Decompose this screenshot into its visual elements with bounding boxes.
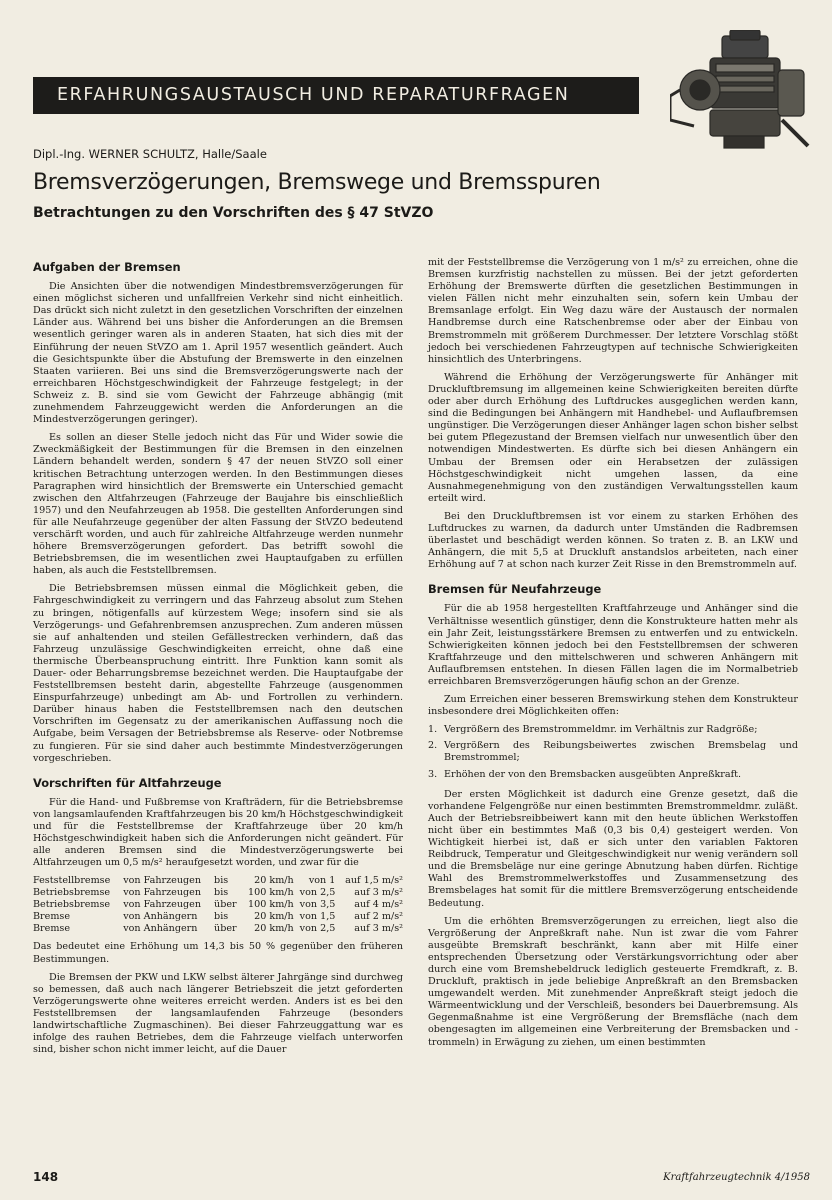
paragraph: Bei den Druckluftbremsen ist vor einem zu starken Erhöhen des Luftdruckes zu warnen, da dadurch unter Umständen die Radbremsen überlastet und beschädigt werden können. So traten z. B. an LKW und Anhängern, die mit 5,5 at Druckluft anstandslos arbeiteten, nach einer Erhöhung auf 7 at schon nach kurzer Zeit Risse in den Bremstrommeln auf. (428, 510, 798, 571)
table-cell: bis (214, 887, 229, 899)
article-title: Bremsverzögerungen, Bremswege und Bremsspuren (33, 170, 601, 195)
table-cell: bis (214, 911, 229, 923)
table-cell: auf 4 m/s² (354, 899, 403, 911)
paragraph: mit der Feststellbremse die Verzögerung von 1 m/s² zu erreichen, ohne die Bremsen kurzfristig nachstellen zu müssen. Bei der jetzt geforderten Erhöhung der Bremswerte dürften die gesetzlichen Bestimmungen in vielen Fällen nicht mehr einzuhalten sein, sofern kein Umbau der Bremsanlage erfolgt. Ein Weg dazu wäre der Austausch der normalen Handbremse durch eine Ratschenbremse oder aber der Einbau von Bremstrommeln mit größerem Durchmesser. Der letztere Vorschlag stößt jedoch bei verschiedenen Fahrzeugtypen auf technische Schwierigkeiten hinsichtlich des Unterbringens. (428, 257, 798, 365)
table-cell: von Fahrzeugen (123, 887, 202, 899)
table-cell: von Fahrzeugen (123, 899, 202, 911)
page-number: 148 (33, 1170, 59, 1184)
table-row (33, 899, 403, 911)
paragraph: Das bedeutet eine Erhöhung um 14,3 bis 50 % gegenüber den früheren Bestimmungen. (33, 941, 403, 965)
table-cell: 20 km/h (254, 875, 294, 887)
table-cell: 20 km/h (254, 911, 294, 923)
paragraph: Es sollen an dieser Stelle jedoch nicht das Für und Wider sowie die Zweckmäßigkeit der Bestimmungen für die Bremsen in den einzelnen Ländern behandelt werden, sondern § 47 der neuen StVZO soll einer kritischen Betrachtung unterzogen werden. In den Bestimmungen dieses Paragraphen wird hinsichtlich der Bremswerte ein Unterschied gemacht zwischen den Altfahrzeugen (Fahrzeuge der Baujahre bis einschließlich 1957) und den Neufahrzeugen ab 1958. Die gestellten Anforderungen sind für alle Neufahrzeuge gegenüber der alten Fassung der StVZO bedeutend verschärft worden, und auch für zahlreiche Altfahrzeuge werden nunmehr höhere Bremsverzögerungen gefordert. Das betrifft sowohl die Betriebsbremsen, die im wesentlichen zwei Hauptaufgaben zu erfüllen haben, als auch die Feststellbremsen. (33, 432, 403, 577)
author-line: Dipl.-Ing. WERNER SCHULTZ, Halle/Saale (33, 147, 267, 161)
list-number: 3. (428, 768, 438, 780)
section-heading: Bremsen für Neufahrzeuge (428, 582, 602, 597)
paragraph: Für die Hand- und Fußbremse von Krafträdern, für die Betriebsbremse von langsamlaufenden Kraftfahrzeugen bis 20 km/h Höchstgeschwindigkeit und für die Feststellbremse der Kraftfahrzeuge über 20 km/h Höchstgeschwindigkeit haben sich die Anforderungen nicht geändert. Für alle anderen Bremsen sind die Mindestverzögerungswerte bei Altfahrzeugen um 0,5 m/s² heraufgesetzt worden, und zwar für die (33, 796, 403, 869)
paragraph: Für die ab 1958 hergestellten Kraftfahrzeuge und Anhänger sind die Verhältnisse wesentlich günstiger, denn die Konstrukteure hatten mehr als ein Jahr Zeit, leistungsstärkere Bremsen zu entwerfen und zu entwickeln. Schwierigkeiten können jedoch bei den Feststellbremsen der schweren Kraftfahrzeuge und den mittelschweren und schweren Anhängern mit Auflaufbremsen entstehen. In diesen Fällen lagen die im Normalbetrieb erreichbaren Bremsverzögerungen häufig schon an der Grenze. (428, 603, 798, 687)
section-banner: ERFAHRUNGSAUSTAUSCH UND REPARATURFRAGEN (33, 77, 639, 114)
table-cell: Bremse (33, 923, 71, 935)
table-row (33, 911, 403, 923)
paragraph: Die Bremsen der PKW und LKW selbst älterer Jahrgänge sind durchweg so bemessen, daß auch nach längerer Betriebszeit die jetzt geforderten Verzögerungswerte ohne weiteres erreicht werden. Anders ist es bei den Feststellbremsen der langsamlaufenden Fahrzeuge (besonders landwirtschaftliche Zugmaschinen). Bei dieser Fahrzeuggattung war es infolge des rauhen Betriebes, dem die Fahrzeuge vielfach unterworfen sind, bisher schon nicht immer leicht, auf die Dauer (33, 971, 403, 1056)
table-cell: Betriebsbremse (33, 887, 111, 899)
table-cell: von Fahrzeugen (123, 875, 202, 887)
table-cell: 100 km/h (248, 899, 294, 911)
list-text: Erhöhen der von den Bremsbacken ausgeübten Anpreßkraft. (444, 768, 742, 780)
table-cell: über (214, 899, 237, 911)
list-text: Vergrößern des Bremstrommeldmr. im Verhältnis zur Radgröße; (444, 724, 758, 736)
table-cell: von 2,5 (299, 923, 336, 935)
table-cell: über (214, 923, 237, 935)
table-cell: auf 2 m/s² (354, 911, 403, 923)
options-list (428, 724, 798, 780)
paragraph: Die Ansichten über die notwendigen Mindestbremsverzögerungen für einen möglichst sicheren und unfallfreien Verkehr sind nicht einheitlich. Das drückt sich nicht zuletzt in den gesetzlichen Vorschriften der einzelnen Länder aus. Während bei uns bisher die Anforderungen an die Bremsen wesentlich geringer waren als in anderen Staaten, hat sich dies mit der Einführung der neuen StVZO am 1. April 1957 wesentlich geändert. Auch die Gesichtspunkte über die Abstufung der Bremswerte in den einzelnen Staaten variieren. Bei uns sind die Bremsverzögerungswerte nach der erreichbaren Höchstgeschwindigkeit der Fahrzeuge festgelegt; in der Schweiz z. B. sind sie vom Gewicht der Fahrzeuge abhängig (mit zunehmendem Fahrzeuggewicht werden die Anforderungen an die Mindestverzögerungen geringer). (33, 281, 403, 426)
left-column (33, 257, 403, 1062)
table-cell: 100 km/h (248, 887, 294, 899)
list-item (428, 724, 798, 736)
table-cell: 20 km/h (254, 923, 294, 935)
paragraph: Während die Erhöhung der Verzögerungswerte für Anhänger mit Druckluftbremsung im allgemeinen keine Schwierigkeiten bereiten dürfte oder aber durch Erhöhung des Luftdruckes ausgeglichen werden kann, sind die Bedingungen bei Anhängern mit Handhebel- und Auflaufbremsen ungünstiger. Die Verzögerungen dieser Anhänger lagen schon bisher selbst bei gutem Pflegezustand der Bremsen vielfach nur unwesentlich über den notwendigen Mindestwerten. Es dürfte sich bei diesen Anhängern ein Umbau der Bremsen oder ein Herabsetzen der zulässigen Höchstgeschwindigkeit nicht umgehen lassen, da eine Ausnahmegenehmigung von den zuständigen Verwaltungsstellen kaum erteilt wird. (428, 371, 798, 504)
list-number: 1. (428, 724, 438, 736)
table-cell: bis (214, 875, 229, 887)
table-cell: von 2,5 (299, 887, 336, 899)
deceleration-table (33, 875, 403, 935)
table-row (33, 875, 403, 887)
table-cell: von Anhängern (123, 923, 198, 935)
table-cell: Feststellbremse (33, 875, 111, 887)
table-cell: von 1 (308, 875, 336, 887)
table-row (33, 923, 403, 935)
list-item (428, 740, 798, 764)
list-number: 2. (428, 740, 438, 752)
table-row (33, 887, 403, 899)
engine-icon (670, 30, 810, 155)
table-cell: auf 3 m/s² (354, 923, 403, 935)
table-cell: auf 3 m/s² (354, 887, 403, 899)
list-item (428, 769, 798, 781)
table-cell: Bremse (33, 911, 71, 923)
list-text: Vergrößern des Reibungsbeiwertes zwischen Bremsbelag und Bremstrommel; (444, 740, 798, 764)
article-subtitle: Betrachtungen zu den Vorschriften des § 47 StVZO (33, 205, 434, 221)
table-cell: von 3,5 (299, 899, 336, 911)
table-cell: von Anhängern (123, 911, 198, 923)
table-cell: Betriebsbremse (33, 899, 111, 911)
paragraph: Zum Erreichen einer besseren Bremswirkung stehen dem Konstrukteur insbesondere drei Möglichkeiten offen: (428, 694, 798, 718)
paragraph: Der ersten Möglichkeit ist dadurch eine Grenze gesetzt, daß die vorhandene Felgengröße nur einen bestimmten Bremstrommeldmr. zuläßt. Auch der Betriebsreibbeiwert kann mit den heute üblichen Werkstoffen nicht über ein bestimmtes Maß (0,3 bis 0,4) gesteigert werden. Von Wichtigkeit hierbei ist, daß er sich unter den variablen Faktoren Reibdruck, Temperatur und Gleitgeschwindigkeit nur wenig verändern soll und die Bremsbeläge nur eine geringe Abnutzung haben dürfen. Richtige Wahl des Bremstrommelwerkstoffes und Zusammensetzung des Bremsbelages hat somit für die mittlere Bremsverzögerung entscheidende Bedeutung. (428, 788, 798, 909)
section-heading: Vorschriften für Altfahrzeuge (33, 775, 222, 790)
right-column (428, 257, 798, 1055)
table-cell: auf 1,5 m/s² (345, 875, 403, 887)
paragraph: Um die erhöhten Bremsverzögerungen zu erreichen, liegt also die Vergrößerung der Anpreßkraft nahe. Nun ist zwar die vom Fahrer ausgeübte Bremskraft beschränkt, kann aber mit Hilfe einer entsprechenden Übersetzung oder Verstärkungsvorrichtung oder aber durch eine vom Bremshebeldruck lediglich gesteuerte Fremdkraft, z. B. Druckluft, praktisch in jede beliebige Anpreßkraft an den Bremsbacken umgewandelt werden. Mit zunehmender Anpreßkraft steigt jedoch die Wärmeentwicklung und der Verschleiß, besonders bei Dauerbremsung. Als Gegenmaßnahme ist eine Vergrößerung der Bremsfläche (nach dem obengesagten im allgemeinen eine Verbreiterung der Bremsbacken und -trommeln) in Erwägung zu ziehen, um einen bestimmten (428, 915, 798, 1048)
table-cell: von 1,5 (299, 911, 336, 923)
journal-footer: Kraftfahrzeugtechnik 4/1958 (663, 1172, 810, 1183)
paragraph: Die Betriebsbremsen müssen einmal die Möglichkeit geben, die Fahrgeschwindigkeit zu verringern und das Fahrzeug absolut zum Stehen zu bringen, nötigenfalls auf kürzestem Wege; insofern sind sie als Verzögerungs- und Gefahrenbremsen anzusprechen. Zum anderen müssen sie auf anhaltenden und steilen Gefällestrecken verhindern, daß das Fahrzeug unzulässige Geschwindigkeiten erreicht, ohne daß eine thermische Überbeanspruchung eintritt. Ihre Funktion kann somit als Dauer- oder Beharrungsbremse bezeichnet werden. Die Hauptaufgabe der Feststellbremsen besteht darin, abgestellte Fahrzeuge (ausgenommen Einspurfahrzeuge) unbedingt am Ab- und Fortrollen zu verhindern. Darüber hinaus haben die Feststellbremsen nach den deutschen Vorschriften im Gegensatz zu der amerikanischen Auffassung noch die Aufgabe, beim Versagen der Betriebsbremse als Reserve- oder Notbremse zu fungieren. Für sie sind daher auch bestimmte Mindestverzögerungen vorgeschrieben. (33, 583, 403, 764)
section-heading: Aufgaben der Bremsen (33, 260, 181, 274)
